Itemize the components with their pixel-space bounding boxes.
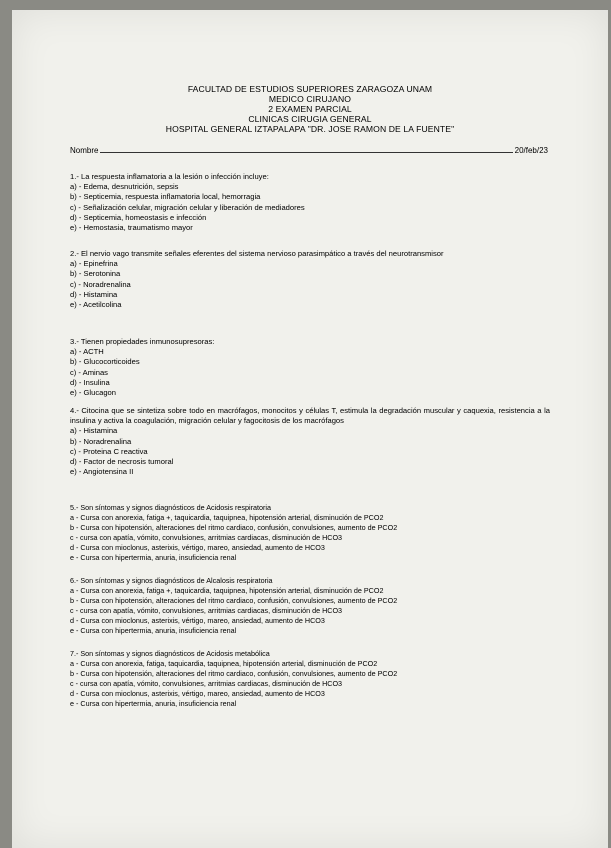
question-4 — [70, 406, 550, 477]
answer-option[interactable]: b - Cursa con hipotensión, alteraciones del ritmo cardiaco, confusión, convulsiones, aumento de PCO2 — [70, 596, 398, 605]
answer-option[interactable]: e - Cursa con hipertermia, anuria, insuficiencia renal — [70, 553, 237, 562]
question-2 — [70, 249, 550, 310]
name-row — [70, 144, 548, 155]
answer-option[interactable]: a - Cursa con anorexia, fatiga +, taquicardia, taquipnea, hipotensión arterial, disminución de PCO2 — [70, 513, 384, 522]
answer-option[interactable]: e - Cursa con hipertermia, anuria, insuficiencia renal — [70, 626, 237, 635]
header-career: MEDICO CIRUJANO — [268, 94, 352, 104]
exam-date: 20/feb/23 — [514, 146, 548, 155]
header-hospital: HOSPITAL GENERAL IZTAPALAPA "DR. JOSE RAMON DE LA FUENTE" — [165, 124, 455, 134]
exam-header — [0, 84, 611, 134]
answer-option[interactable]: c) - Aminas — [70, 367, 108, 377]
question-stem: 7.- Son síntomas y signos diagnósticos de Acidosis metabólica — [70, 649, 270, 658]
name-label: Nombre — [70, 146, 99, 155]
answer-option[interactable]: a) - Histamina — [70, 426, 118, 436]
answer-option[interactable]: b) - Septicemia, respuesta inflamatoria local, hemorragia — [70, 192, 261, 202]
answer-option[interactable]: b) - Glucocorticoides — [70, 357, 140, 367]
answer-option[interactable]: d) - Histamina — [70, 289, 118, 299]
question-stem: 5.- Son síntomas y signos diagnósticos de Acidosis respiratoria — [70, 503, 271, 512]
answer-option[interactable]: e) - Glucagon — [70, 388, 117, 398]
answer-option[interactable]: e) - Angiotensina II — [70, 467, 134, 477]
name-field[interactable] — [100, 144, 512, 153]
answer-option[interactable]: b) - Serotonina — [70, 269, 121, 279]
answer-option[interactable]: e - Cursa con hipertermia, anuria, insuficiencia renal — [70, 699, 237, 708]
answer-option[interactable]: c - cursa con apatía, vómito, convulsiones, arritmias cardiacas, disminución de HCO3 — [70, 533, 343, 542]
answer-option[interactable]: c - cursa con apatía, vómito, convulsiones, arritmias cardiacas, disminución de HCO3 — [70, 606, 343, 615]
question-stem: 6.- Son síntomas y signos diagnósticos de Alcalosis respiratoria — [70, 576, 273, 585]
answer-option[interactable]: d) - Septicemia, homeostasis e infección — [70, 212, 207, 222]
answer-option[interactable]: a) - ACTH — [70, 347, 104, 357]
question-1 — [70, 172, 550, 233]
answer-option[interactable]: c) - Señalización celular, migración celular y liberación de mediadores — [70, 202, 305, 212]
answer-option[interactable]: d - Cursa con mioclonus, asterixis, vértigo, mareo, ansiedad, aumento de HCO3 — [70, 689, 325, 698]
answer-option[interactable]: b) - Noradrenalina — [70, 436, 132, 446]
question-stem: 1.- La respuesta inflamatoria a la lesión o infección incluye: — [70, 172, 269, 181]
answer-option[interactable]: c - cursa con apatía, vómito, convulsiones, arritmias cardiacas, disminución de HCO3 — [70, 679, 343, 688]
question-stem: 3.- Tienen propiedades inmunosupresoras: — [70, 337, 215, 346]
answer-option[interactable]: a - Cursa con anorexia, fatiga +, taquicardia, taquipnea, hipotensión arterial, disminución de PCO2 — [70, 586, 384, 595]
answer-option[interactable]: e) - Acetilcolina — [70, 300, 122, 310]
question-6 — [70, 576, 550, 636]
answer-option[interactable]: a) - Edema, desnutrición, sepsis — [70, 182, 179, 192]
answer-option[interactable]: b - Cursa con hipotensión, alteraciones del ritmo cardiaco, confusión, convulsiones, aumento de PCO2 — [70, 523, 398, 532]
answer-option[interactable]: d - Cursa con mioclonus, asterixis, vértigo, mareo, ansiedad, aumento de HCO3 — [70, 616, 325, 625]
question-stem: 4.- Citocina que se sintetiza sobre todo en macrófagos, monocitos y células T, estimula la degradación muscular y caquexia, resistencia a la insulina y activa la coagulación, migración celular y fagocitosis de los macrófagos — [70, 406, 550, 426]
answer-option[interactable]: b - Cursa con hipotensión, alteraciones del ritmo cardiaco, confusión, convulsiones, aumento de PCO2 — [70, 669, 398, 678]
header-faculty: FACULTAD DE ESTUDIOS SUPERIORES ZARAGOZA UNAM — [187, 84, 433, 94]
answer-option[interactable]: d) - Insulina — [70, 377, 110, 387]
answer-option[interactable]: c) - Proteina C reactiva — [70, 446, 148, 456]
answer-option[interactable]: d) - Factor de necrosis tumoral — [70, 457, 174, 467]
answer-option[interactable]: c) - Noradrenalina — [70, 279, 131, 289]
answer-option[interactable]: a - Cursa con anorexia, fatiga, taquicardia, taquipnea, hipotensión arterial, disminución de PCO2 — [70, 659, 378, 668]
question-5 — [70, 503, 550, 563]
answer-option[interactable]: a) - Epinefrina — [70, 259, 118, 269]
answer-option[interactable]: e) - Hemostasia, traumatismo mayor — [70, 223, 193, 233]
header-course: CLINICAS CIRUGIA GENERAL — [248, 114, 372, 124]
question-stem: 2.- El nervio vago transmite señales eferentes del sistema nervioso parasimpático a través del neurotransmisor — [70, 249, 444, 258]
question-7 — [70, 649, 550, 709]
header-exam: 2 EXAMEN PARCIAL — [268, 104, 352, 114]
answer-option[interactable]: d - Cursa con mioclonus, asterixis, vértigo, mareo, ansiedad, aumento de HCO3 — [70, 543, 325, 552]
question-3 — [70, 337, 550, 398]
